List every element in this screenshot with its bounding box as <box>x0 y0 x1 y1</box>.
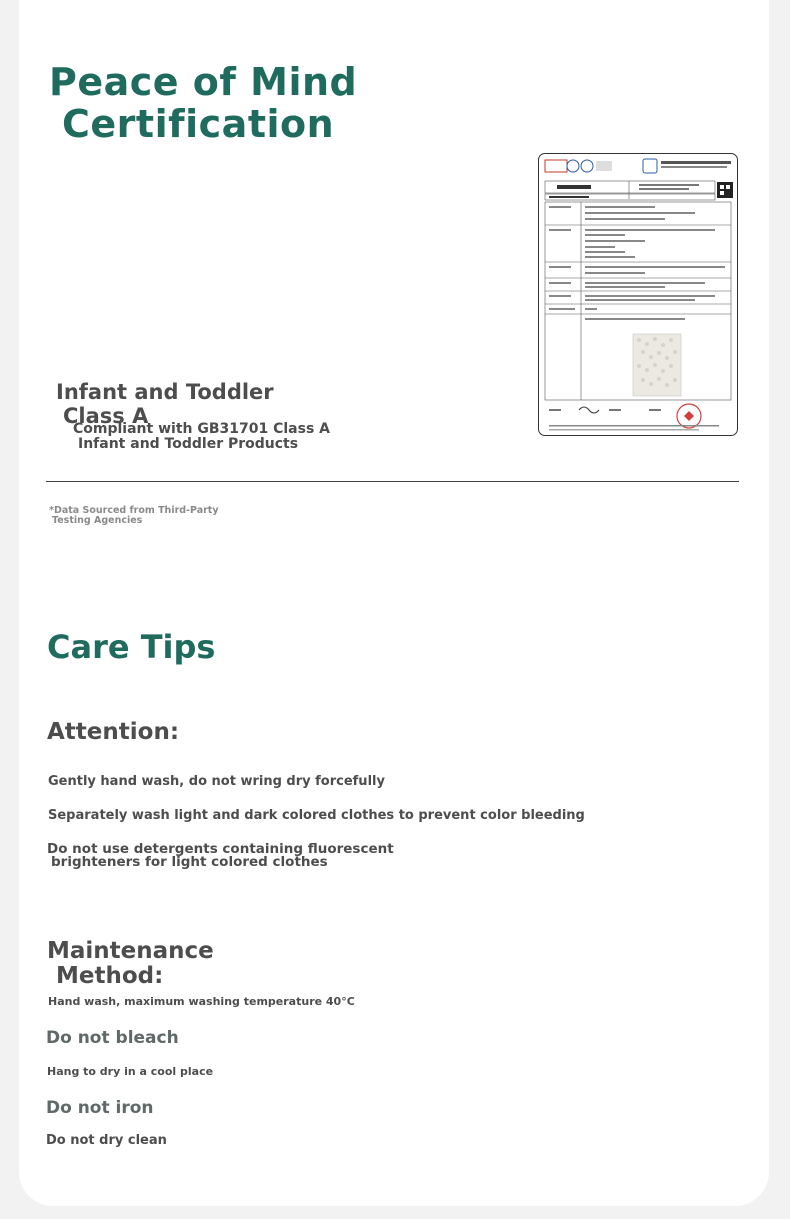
no-dry-clean-text: Do not dry clean <box>46 1133 167 1148</box>
class-heading-line2: Class A <box>63 404 149 428</box>
source-note-line1: *Data Sourced from Third-Party <box>49 505 219 516</box>
compliance-line2: Infant and Toddler Products <box>78 436 299 452</box>
hang-dry-text: Hang to dry in a cool place <box>47 1065 214 1078</box>
tip-detergent-line2: brighteners for light colored clothes <box>51 854 328 870</box>
tip-detergent-line1: Do not use detergents containing fluorescent <box>47 841 394 857</box>
section-divider <box>46 481 739 482</box>
attention-heading: Attention: <box>47 719 180 745</box>
maintenance-heading-line2: Method: <box>56 963 164 989</box>
tip-separate-wash: Separately wash light and dark colored clothes to prevent color bleeding <box>48 808 585 823</box>
class-heading-line1: Infant and Toddler <box>56 380 274 404</box>
wash-temperature-text: Hand wash, maximum washing temperature 40°C <box>48 995 355 1008</box>
compliance-line1: Compliant with GB31701 Class A <box>73 421 330 437</box>
no-iron-text: Do not iron <box>46 1098 154 1118</box>
maintenance-heading-line1: Maintenance <box>47 938 214 964</box>
certification-title-line1: Peace of Mind <box>49 60 358 104</box>
tip-hand-wash: Gently hand wash, do not wring dry forcefully <box>48 774 385 789</box>
source-note-line2: Testing Agencies <box>52 515 143 526</box>
care-tips-title: Care Tips <box>47 628 216 666</box>
test-report-image <box>538 153 738 436</box>
certification-title-line2: Certification <box>62 102 335 146</box>
no-bleach-text: Do not bleach <box>46 1028 179 1048</box>
